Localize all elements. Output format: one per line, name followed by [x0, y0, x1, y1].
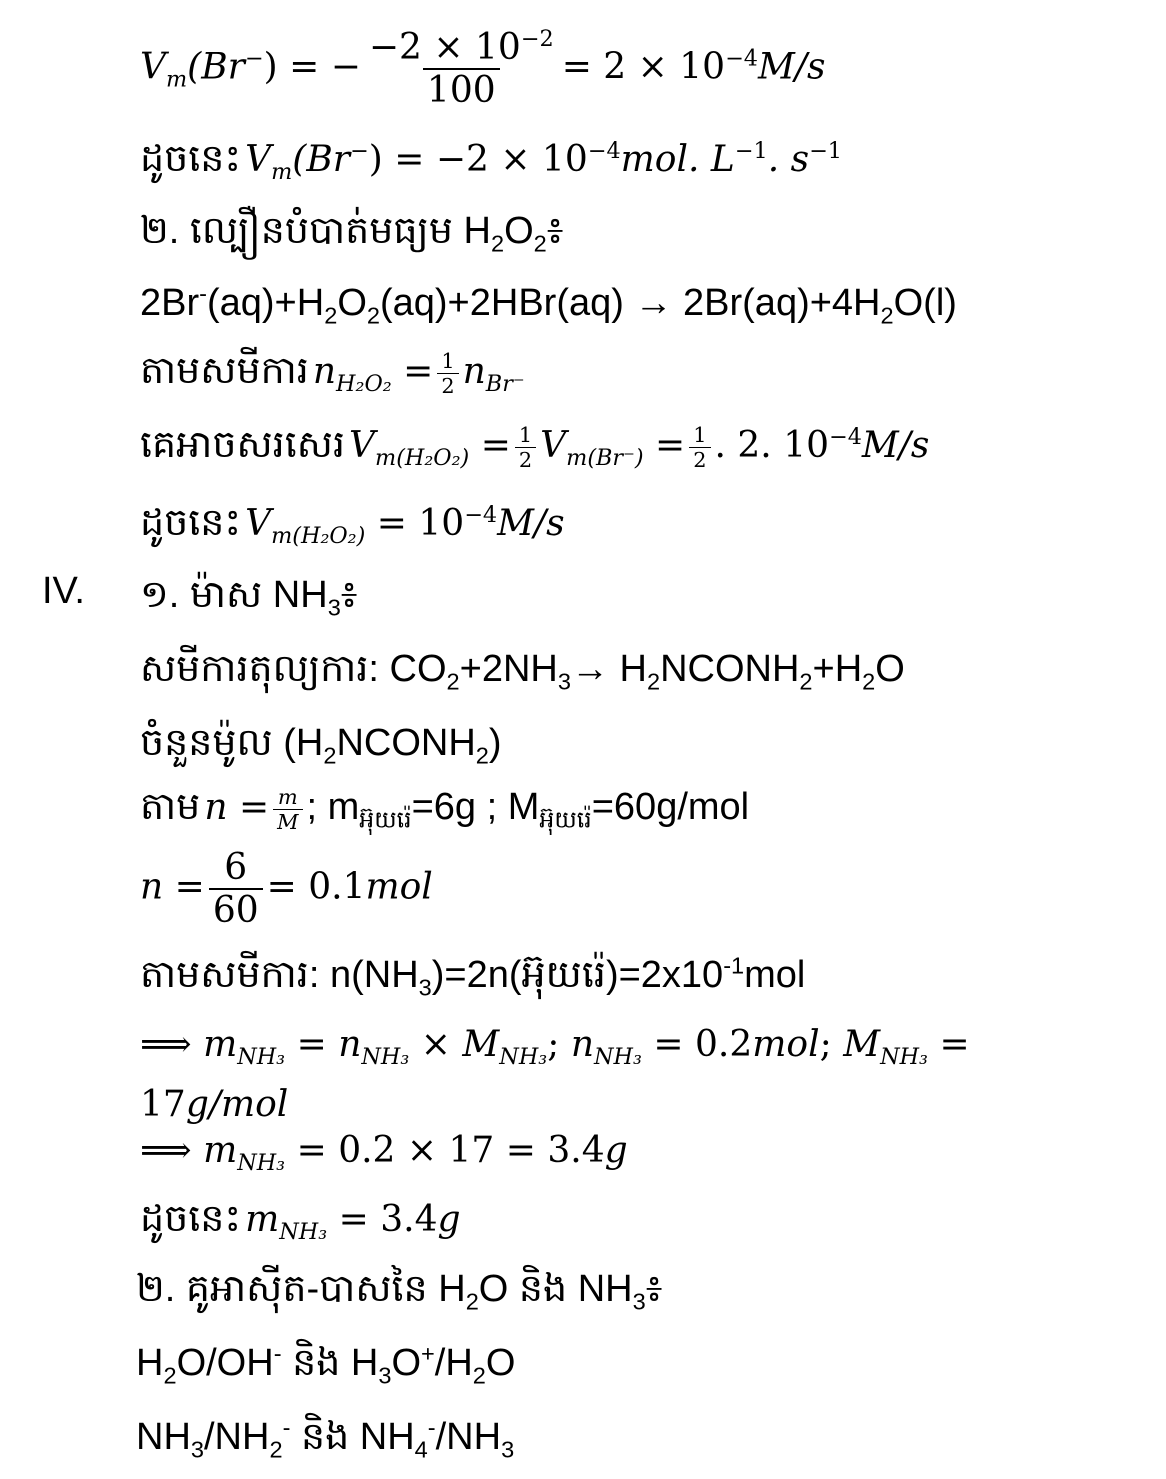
fraction-numerator: m: [277, 785, 298, 810]
v-symbol: V: [245, 139, 272, 180]
khmer-word: តាមសមីការ: [140, 350, 309, 392]
fraction-denominator: 2: [515, 447, 536, 472]
result-h2o2-line: [140, 498, 565, 554]
subscript: m: [166, 66, 188, 93]
equals-text: =: [480, 425, 511, 466]
fraction-numerator: 1: [518, 423, 533, 448]
ammonia-pairs-line: [136, 1412, 514, 1468]
subscript: 2: [324, 302, 338, 329]
mass-calc-line: [140, 1130, 628, 1177]
colon-text: ៖: [546, 210, 564, 252]
subscript: អ៊ុយរ៉េ: [359, 806, 412, 833]
subscript: 2: [646, 668, 661, 695]
value-text: 17: [140, 1084, 186, 1125]
khmer-word: តាម: [140, 786, 201, 828]
superscript: -: [199, 280, 207, 307]
molar-mass-symbol: M: [843, 1024, 881, 1065]
value-text: = 10: [376, 503, 465, 544]
heading-text: O: [504, 210, 534, 252]
equals-text: =: [403, 351, 434, 392]
fraction-numerator: 1: [693, 423, 707, 448]
body-text: តាមសមីការ: n(NH: [140, 954, 419, 996]
equation-text: O: [337, 282, 367, 324]
superscript: −4: [725, 45, 758, 72]
subscript: 3: [557, 668, 571, 695]
equals-text: =: [174, 866, 205, 908]
formula-text: O: [391, 1342, 422, 1384]
unit-text: g: [437, 1199, 461, 1240]
equation-text: (aq)+2HBr(aq) → 2Br(aq)+4H: [379, 282, 881, 324]
n-symbol: n: [338, 1024, 362, 1065]
molar-mass-symbol: M: [462, 1024, 500, 1065]
colon-text: ៖: [340, 574, 358, 616]
khmer-word: ដូចនេះ: [140, 1198, 242, 1240]
unit-text: . s: [767, 139, 810, 180]
equals-text: =: [939, 1024, 970, 1065]
subscript: អ៊ុយរ៉េ: [539, 806, 592, 833]
body-text: )=2n(អ៊ុយរ៉េ)=2x10: [431, 954, 724, 996]
subscript: 2: [880, 302, 894, 329]
heading-text: ២. ល្បឿនបំបាត់មធ្យម H: [140, 210, 491, 252]
fraction: [209, 848, 263, 931]
superscript: −4: [464, 502, 498, 528]
subscript: m: [271, 159, 293, 186]
ion-text: (Br: [187, 46, 245, 88]
body-text: =60g/mol: [591, 786, 750, 828]
subscript: 2: [465, 1288, 479, 1315]
moles-urea-line: [140, 718, 502, 774]
reaction-equation: [140, 280, 957, 329]
superscript: −: [350, 138, 369, 164]
section-heading-acid-base: [136, 1264, 662, 1320]
times-text: ×: [420, 1024, 451, 1065]
subscript: H₂O₂: [336, 371, 392, 398]
subscript: NH₃: [499, 1044, 548, 1071]
value-text: = 0.2 × 17 = 3.4: [296, 1130, 605, 1171]
superscript: -: [273, 1340, 282, 1367]
v-symbol: V: [349, 425, 376, 466]
subscript: Br⁻: [485, 371, 525, 398]
subscript: NH₃: [880, 1044, 928, 1071]
formula-text: /NH: [435, 1416, 502, 1458]
ion-text: (Br: [292, 139, 351, 180]
khmer-word: ដូចនេះ: [140, 502, 242, 544]
body-text: ; m: [306, 786, 360, 828]
result-br-line: [140, 134, 842, 190]
m-symbol: m: [245, 1199, 280, 1240]
heading-text: ២. គូអាស៊ីត-បាសនៃ H: [136, 1268, 466, 1310]
subscript: 3: [190, 1436, 204, 1463]
equals-text: ) = −: [263, 46, 361, 88]
equation-text: → H: [570, 648, 647, 690]
subscript: 3: [378, 1362, 392, 1389]
n-symbol: n: [462, 351, 486, 392]
moles-formula-line: [140, 782, 749, 838]
equation-text: សមីការតុល្យការ: CO: [140, 648, 447, 690]
balanced-equation-line: [140, 644, 905, 700]
body-text: NCONH: [336, 722, 476, 764]
unit-text: M/s: [497, 503, 565, 544]
colon-text: ៖: [645, 1268, 663, 1310]
v-symbol: V: [140, 46, 166, 88]
mole-ratio-line: [140, 346, 525, 402]
subscript: 2: [475, 742, 489, 769]
heading-text: O និង NH: [478, 1268, 633, 1310]
value-text: ) = −2 × 10: [368, 139, 588, 180]
separator-text: ;: [547, 1024, 560, 1065]
subscript: 2: [323, 742, 337, 769]
n-symbol: n: [570, 1024, 595, 1065]
water-pairs-line: [136, 1338, 515, 1394]
superscript: −4: [587, 138, 621, 164]
m-symbol: m: [203, 1130, 238, 1171]
equation-text: (aq)+H: [206, 282, 325, 324]
value-text: . 2. 10: [714, 425, 830, 466]
separator-text: ;: [819, 1024, 832, 1065]
superscript: −1: [809, 138, 842, 164]
body-text: =6g ; M: [411, 786, 540, 828]
value-text: = 0.2: [653, 1024, 753, 1065]
subscript: NH₃: [361, 1044, 410, 1071]
fraction-numerator: 6: [224, 847, 248, 888]
n-symbol: n: [312, 351, 337, 392]
formula-text: H: [136, 1342, 164, 1384]
molar-mass-value-line: [140, 1084, 288, 1125]
unit-text: g/mol: [185, 1084, 289, 1125]
equation-text: +H: [812, 648, 863, 690]
equation-text: +2NH: [459, 648, 558, 690]
fraction: [273, 786, 302, 834]
body-text: mol: [744, 954, 806, 996]
subscript: 2: [163, 1362, 177, 1389]
subscript: NH₃: [237, 1044, 286, 1071]
subscript: 2: [490, 230, 505, 257]
fraction: [689, 424, 710, 472]
equation-text: NCONH: [660, 648, 800, 690]
superscript: -: [427, 1414, 436, 1441]
subscript: m(H₂O₂): [271, 523, 366, 550]
superscript: −1: [734, 138, 768, 164]
subscript: 2: [446, 668, 460, 695]
unit-text: g: [604, 1130, 628, 1171]
heading-text: ១. ម៉ាស NH: [140, 574, 328, 616]
subscript: 3: [418, 974, 432, 1001]
formula-text: /NH: [204, 1416, 270, 1458]
fraction-denominator: M: [273, 809, 302, 834]
subscript: NH₃: [237, 1150, 286, 1177]
body-text: ចំនួនម៉ូល (H: [140, 722, 324, 764]
fraction-denominator: 2: [437, 373, 458, 398]
section-number: IV.: [42, 570, 85, 612]
subscript: 2: [269, 1436, 283, 1463]
subscript: 3: [327, 594, 341, 621]
formula-text: និង NH: [290, 1416, 415, 1458]
subscript: NH₃: [279, 1219, 328, 1246]
subscript: m(Br⁻): [566, 445, 644, 472]
value-text: = 0.1: [266, 866, 366, 908]
body-text: ): [488, 722, 502, 764]
fraction-denominator: 60: [209, 888, 263, 931]
khmer-word: គេអាចសរសេរ: [140, 424, 346, 466]
formula-text: O/OH: [176, 1342, 274, 1384]
unit-text: mol: [752, 1024, 820, 1065]
implies-arrow: ⟹: [140, 1130, 192, 1171]
fraction-denominator: 2: [689, 447, 710, 472]
m-symbol: m: [203, 1024, 238, 1065]
section-heading-nh3-mass: [140, 570, 358, 626]
rhs-text: = 2 × 10: [561, 46, 726, 88]
v-symbol: V: [245, 503, 272, 544]
subscript: 2: [533, 230, 547, 257]
implies-arrow: ⟹: [140, 1024, 192, 1065]
subscript: m(H₂O₂): [375, 445, 470, 472]
equals-text: =: [655, 425, 686, 466]
unit-text: M/s: [861, 425, 930, 466]
n-symbol: n: [204, 787, 228, 828]
superscript: -1: [723, 952, 745, 979]
unit-text: mol: [365, 866, 433, 908]
superscript: -: [282, 1414, 291, 1441]
fraction: [437, 350, 458, 398]
subscript: 2: [472, 1362, 486, 1389]
subscript: 3: [501, 1436, 515, 1463]
equation-text: O: [875, 648, 905, 690]
moles-calc-line: [140, 848, 433, 931]
fraction-numerator: −2 × 10: [368, 27, 521, 68]
value-text: = 3.4: [338, 1199, 438, 1240]
subscript: 2: [862, 668, 876, 695]
fraction: [365, 28, 558, 111]
subscript: 3: [632, 1288, 646, 1315]
equation-text: O(l): [893, 282, 957, 324]
n-symbol: n: [140, 866, 164, 908]
fraction-numerator: 1: [441, 349, 455, 374]
fraction-denominator: 100: [423, 68, 500, 111]
superscript: −: [244, 45, 264, 72]
subscript: 4: [414, 1436, 428, 1463]
nh3-moles-line: [140, 950, 805, 1006]
fraction: [515, 424, 536, 472]
unit-text: M/s: [757, 46, 826, 88]
v-symbol: V: [540, 425, 567, 466]
equals-text: =: [296, 1024, 327, 1065]
superscript: +: [421, 1340, 435, 1367]
formula-text: /H: [434, 1342, 473, 1384]
subscript: NH₃: [594, 1044, 642, 1071]
formula-text: និង H: [281, 1342, 379, 1384]
equals-text: =: [238, 787, 270, 828]
unit-text: mol. L: [620, 139, 735, 180]
mass-result-line: [140, 1194, 461, 1250]
superscript: −2: [520, 26, 554, 52]
equation-text: 2Br: [140, 282, 200, 324]
section-heading-h2o2-rate: [140, 206, 563, 262]
formula-text: NH: [136, 1416, 191, 1458]
subscript: 2: [799, 668, 813, 695]
superscript: −4: [829, 424, 862, 450]
formula-text: O: [485, 1342, 516, 1384]
khmer-word: ដូចនេះ: [140, 138, 242, 180]
subscript: 2: [366, 302, 380, 329]
mass-formula-line: [140, 1024, 970, 1071]
rate-br-equation: [140, 28, 825, 111]
rate-relation-line: [140, 420, 929, 476]
